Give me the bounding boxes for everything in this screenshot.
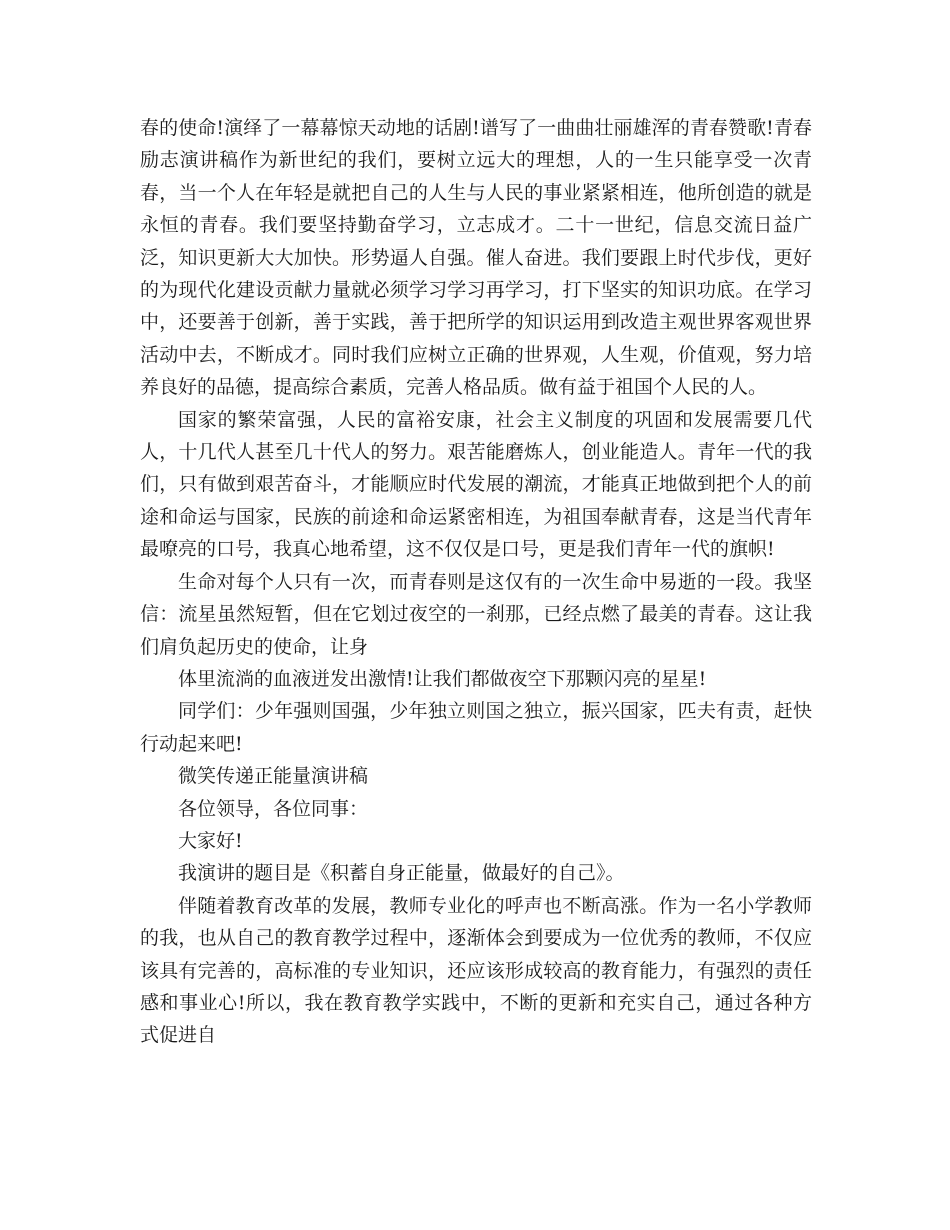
paragraph-national-prosperity: 国家的繁荣富强，人民的富裕安康，社会主义制度的巩固和发展需要几代人，十几代人甚至几十代人的努力。艰苦能磨炼人，创业能造人。青年一代的我们，只有做到艰苦奋斗，才能顺应时代发展的潮流，才能真正地做到把个人的前途和命运与国家，民族的前途和命运紧密相连，为祖国奉献青春，这是当代青年最嘹亮的口号，我真心地希望，这不仅仅是口号，更是我们青年一代的旗帜! — [140, 408, 812, 561]
document-page — [140, 112, 812, 1052]
paragraph-teacher: 伴随着教育改革的发展，教师专业化的呼声也不断高涨。作为一名小学教师的我，也从自己的教育教学过程中，逐渐体会到要成为一位优秀的教师，不仅应该具有完善的，高标准的专业知识，还应该形成较高的教育能力，有强烈的责任感和事业心!所以，我在教育教学实践中，不断的更新和充实自己，通过各种方式促进自 — [140, 894, 812, 1047]
paragraph-life-once: 生命对每个人只有一次，而青春则是这仅有的一次生命中易逝的一段。我坚信：流星虽然短暂，但在它划过夜空的一刹那，已经点燃了最美的青春。这让我们肩负起历史的使命，让身 — [140, 570, 812, 658]
paragraph-passion: 体里流淌的血液迸发出激情!让我们都做夜空下那颗闪亮的星星! — [178, 667, 707, 690]
salutation: 各位领导，各位同事： — [178, 797, 369, 820]
speech-topic: 我演讲的题目是《积蓄自身正能量，做最好的自己》。 — [178, 862, 625, 885]
paragraph-youth-mission: 春的使命!演绎了一幕幕惊天动地的话剧!谱写了一曲曲壮丽雄浑的青春赞歌!青春励志演讲稿作为新世纪的我们，要树立远大的理想，人的一生只能享受一次青春，当一个人在年轻是就把自己的人生与人民的事业紧紧相连，他所创造的就是永恒的青春。我们要坚持勤奋学习，立志成才。二十一世纪，信息交流日益广泛，知识更新大大加快。形势逼人自强。催人奋进。我们要跟上时代步伐，更好的为现代化建设贡献力量就必须学习学习再学习，打下坚实的知识功底。在学习中，还要善于创新，善于实践，善于把所学的知识运用到改造主观世界客观世界活动中去，不断成才。同时我们应树立正确的世界观，人生观，价值观，努力培养良好的品德，提高综合素质，完善人格品质。做有益于祖国个人民的人。 — [140, 117, 812, 399]
paragraph-classmates: 同学们：少年强则国强，少年独立则国之独立，振兴国家，匹夫有责，赶快行动起来吧! — [140, 700, 812, 755]
greeting: 大家好! — [178, 829, 243, 852]
speech-title: 微笑传递正能量演讲稿 — [178, 765, 369, 788]
